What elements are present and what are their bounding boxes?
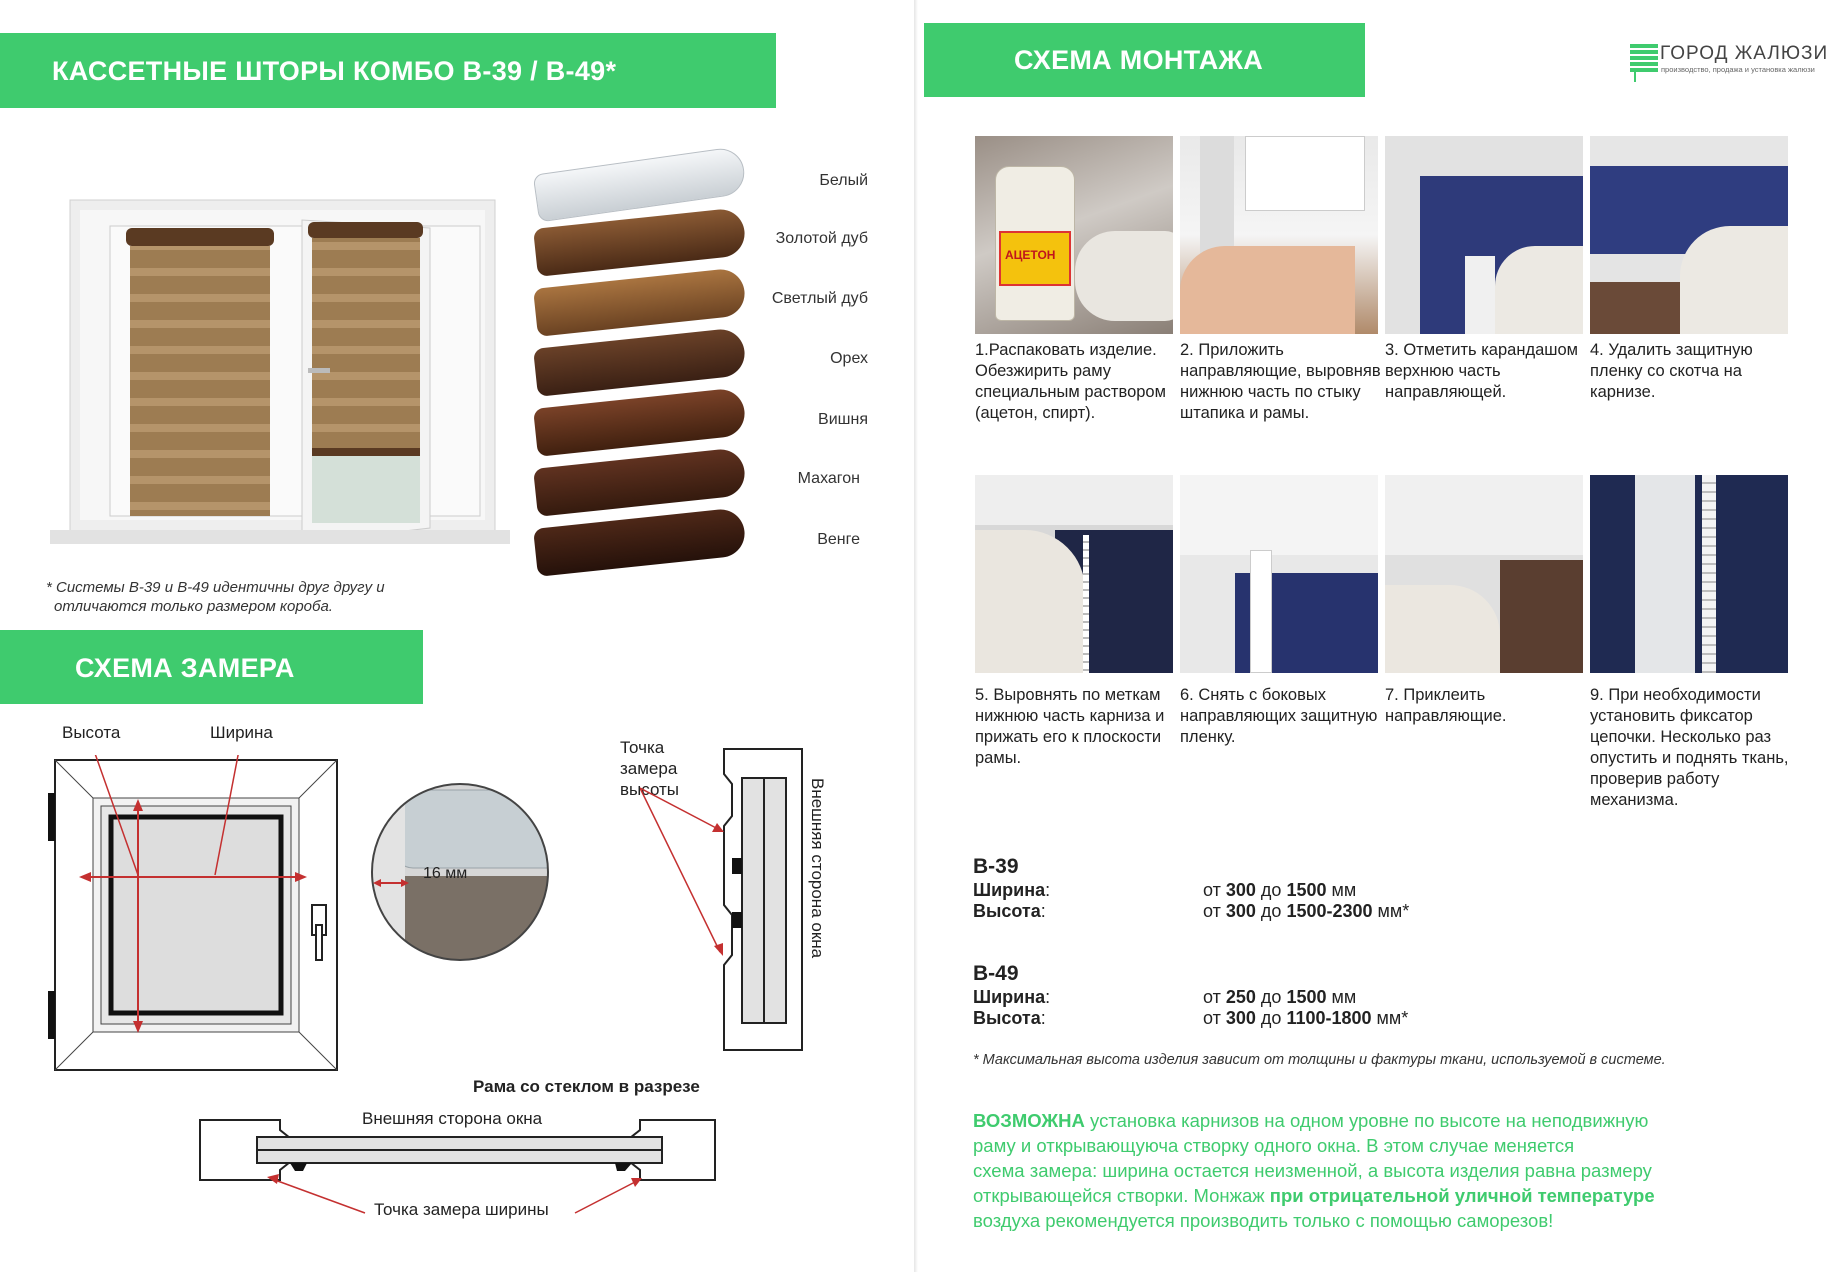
mounting-title: СХЕМА МОНТАЖА [1014, 45, 1264, 75]
right-page [918, 0, 1836, 1272]
cassette-image [1385, 475, 1583, 555]
color-label: Орех [830, 350, 868, 367]
swatch-wenge [533, 507, 747, 577]
frame-image [1245, 136, 1365, 211]
step-6-photo [1180, 475, 1378, 673]
logo-name: ГОРОД ЖАЛЮЗИ [1660, 43, 1829, 64]
measure-title-banner [0, 630, 423, 704]
window-measure-diagram [45, 755, 350, 1080]
outer-side-label: Внешняя сторона окна [362, 1109, 543, 1128]
step-2-photo [1180, 136, 1378, 334]
guide-image [1465, 256, 1495, 334]
label-height: Высота [62, 723, 121, 742]
glove-image [1075, 231, 1173, 321]
cassette-image [975, 475, 1173, 525]
step-9-photo [1590, 475, 1788, 673]
spec-b39 [973, 855, 1473, 921]
systems-footnote: * Системы В-39 и В-49 идентичны друг другу и отличаются только размером короба. [46, 579, 385, 615]
guide-image [1635, 475, 1695, 673]
label-16mm: 16 мм [423, 865, 468, 882]
step-4-photo [1590, 136, 1788, 334]
outer-side-vertical-label: Внешняя сторона окна [808, 778, 827, 959]
installation-note: ВОЗМОЖНА установка карнизов на одном уровне по высоте на неподвижную раму и открывающуюча створку одного окна. В этом случае меняется схема замера: ширина остается неизменной, а высота изделия равна размеру открывающейся створки. Монжаж при отрицательной уличной температуре воздуха рекомендуется производить только с помощью саморезов! [973, 1110, 1655, 1231]
step-6-caption: 6. Снять с боковых направляющих защитную пленку. [1180, 686, 1378, 746]
swatch-light-oak [533, 267, 747, 337]
glove-image [1385, 585, 1500, 673]
spec-b39-title: В-39 [973, 855, 1019, 878]
company-logo [1630, 42, 1830, 82]
point-height-label: Точка замера высоты [620, 738, 680, 799]
step-3-caption: 3. Отметить карандашом верхнюю часть направляющей. [1385, 341, 1579, 401]
logo-tagline: производство, продажа и установка жалюзи [1661, 65, 1815, 74]
spec-row: Ширина: [973, 880, 1051, 900]
step-3-photo [1385, 136, 1583, 334]
frame-section-vertical [640, 740, 820, 1060]
spec-b49 [973, 962, 1473, 1028]
glove-image [975, 530, 1085, 673]
guide-image [1250, 550, 1272, 673]
step-7-photo [1385, 475, 1583, 673]
mounting-title-banner [924, 23, 1365, 97]
spec-value: от 250 до 1500 мм [1203, 987, 1357, 1007]
point-width-label: Точка замера ширины [374, 1200, 549, 1219]
spec-row: Высота: [973, 901, 1046, 921]
height-footnote: * Максимальная высота изделия зависит от толщины и фактуры ткани, используемой в системе. [973, 1052, 1666, 1068]
swatch-walnut [533, 327, 747, 397]
label-width: Ширина [210, 723, 273, 742]
window-photo [50, 198, 510, 553]
color-label: Венге [817, 531, 860, 548]
frame-image [1590, 136, 1788, 166]
color-label: Золотой дуб [775, 230, 868, 247]
step-1-caption: 1.Распаковать изделие. Обезжирить раму специальным раствором (ацетон, спирт). [975, 341, 1166, 422]
color-label: Махагон [797, 470, 860, 487]
step-1-photo [975, 136, 1173, 334]
hand-image [1180, 246, 1355, 334]
cassette-image [1180, 475, 1378, 555]
measure-title: СХЕМА ЗАМЕРА [75, 653, 295, 683]
chain-image [1702, 475, 1716, 673]
spec-value: от 300 до 1500 мм [1203, 880, 1357, 900]
color-label: Белый [819, 172, 868, 189]
product-title: КАССЕТНЫЕ ШТОРЫ КОМБО В-39 / В-49* [52, 56, 617, 86]
acetone-label-text: АЦЕТОН [1005, 248, 1056, 262]
glove-image [1495, 246, 1583, 334]
step-2-caption: 2. Приложить направляющие, выровняв нижнюю часть по стыку штапика и рамы. [1180, 341, 1381, 422]
swatch-mahogany [533, 447, 747, 517]
swatch-cherry [533, 387, 747, 457]
blinds-logo-icon [1630, 44, 1658, 82]
step-5-photo [975, 475, 1173, 673]
product-title-banner [0, 33, 776, 108]
step-9-caption: 9. При необходимости установить фиксатор цепочки. Несколько раз опустить и поднять ткань, проверив работу механизма. [1590, 686, 1789, 809]
spec-row: Ширина: [973, 987, 1051, 1007]
chain-image [1083, 535, 1089, 673]
spec-value: от 300 до 1500-2300 мм* [1203, 901, 1410, 921]
glove-image [1680, 226, 1788, 334]
spec-row: Высота: [973, 1008, 1046, 1028]
step-5-caption: 5. Выровнять по меткам нижнюю часть карниза и прижать его к плоскости рамы. [975, 686, 1165, 767]
section-title: Рама со стеклом в разрезе [473, 1077, 700, 1096]
step-4-caption: 4. Удалить защитную пленку со скотча на карнизе. [1590, 341, 1753, 401]
spec-value: от 300 до 1100-1800 мм* [1203, 1008, 1409, 1028]
color-label: Вишня [818, 411, 868, 428]
fabric-image [1500, 560, 1583, 673]
color-label: Светлый дуб [771, 290, 868, 307]
step-7-caption: 7. Приклеить направляющие. [1385, 686, 1507, 725]
spec-b49-title: В-49 [973, 962, 1019, 985]
